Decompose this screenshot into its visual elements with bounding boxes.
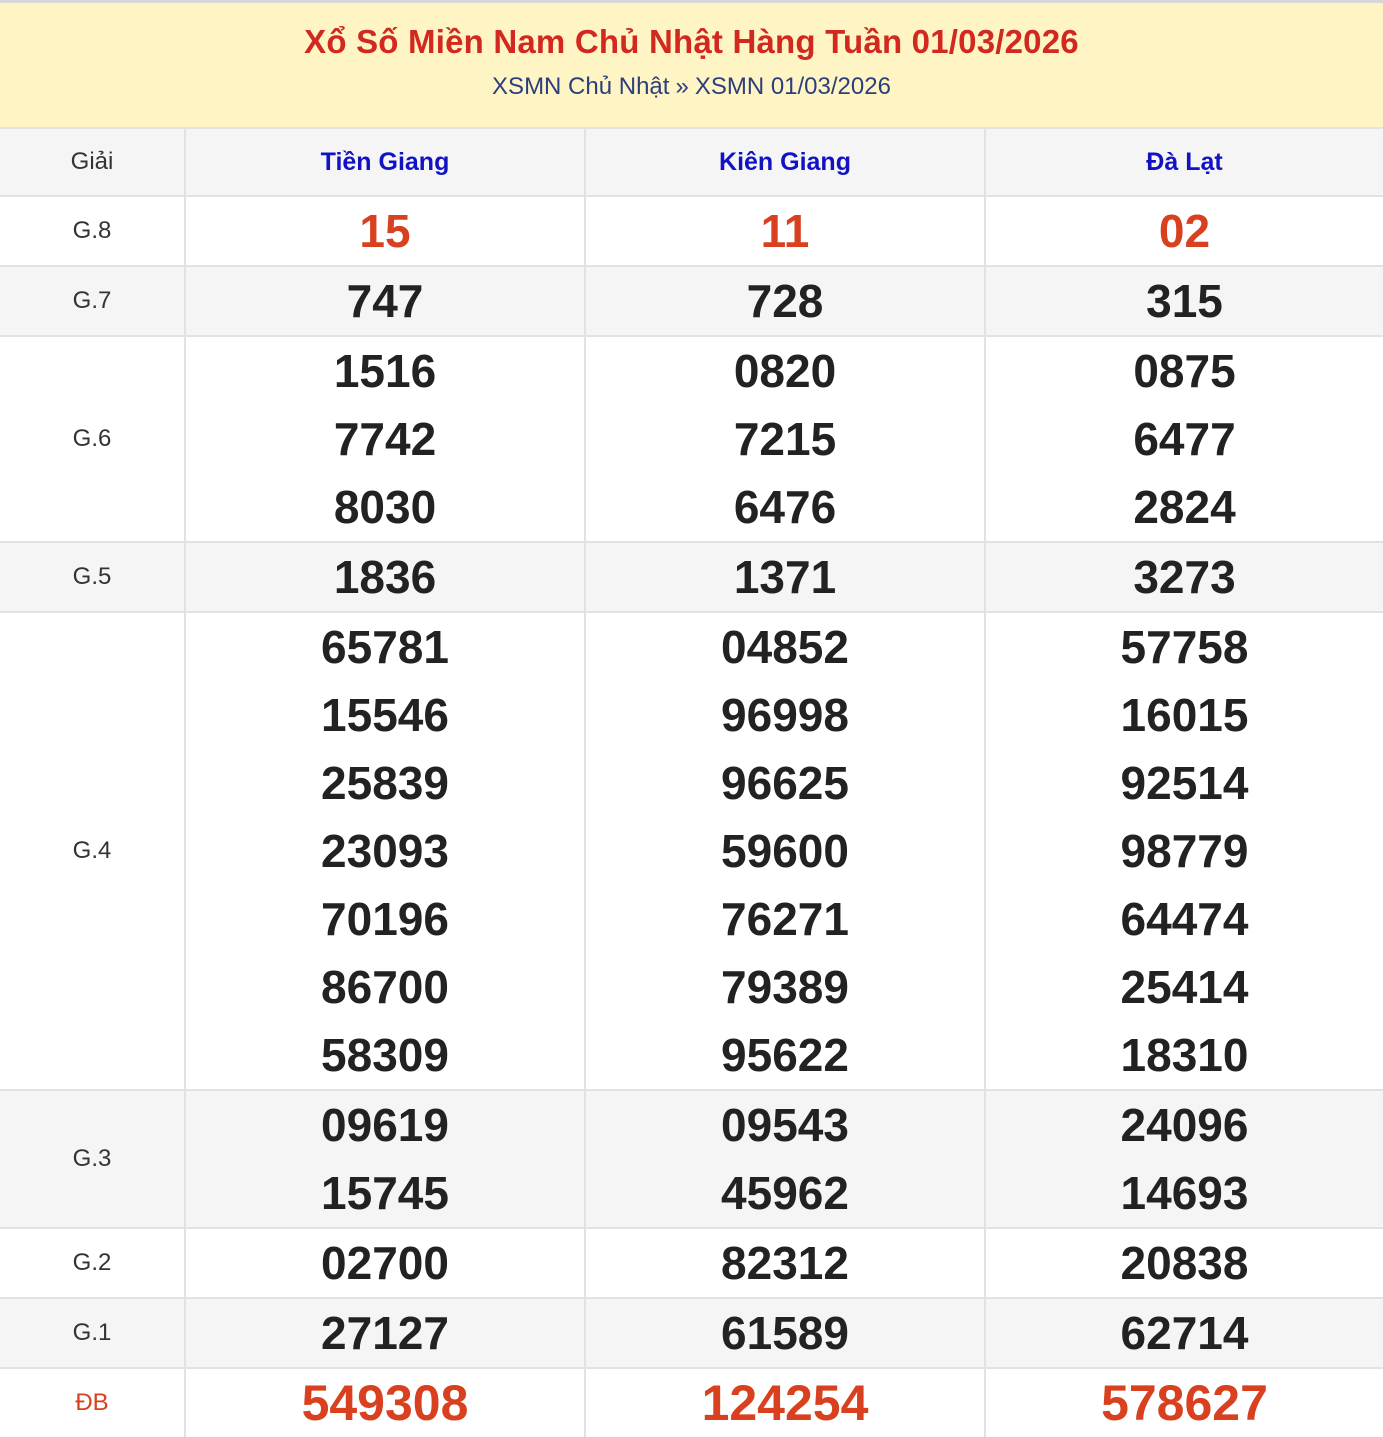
table-row [0,1368,1383,1437]
result-cell-da-lat [985,1368,1383,1437]
result-cell-da-lat [985,542,1383,612]
result-number: 64474 [1120,893,1249,945]
result-number: 0820 [733,345,837,397]
result-number: 15 [359,205,411,257]
result-cell-kien-giang [585,542,985,612]
result-cell-da-lat [985,266,1383,336]
result-cell-kien-giang [585,1228,985,1298]
table-row [0,542,1383,612]
result-number: 02700 [321,1237,449,1289]
result-number: 92514 [1120,757,1249,809]
result-cell-kien-giang [585,612,985,1090]
result-cell-da-lat [985,336,1383,542]
result-cell-tien-giang [185,266,585,336]
result-cell-da-lat [985,612,1383,1090]
result-cell-tien-giang [185,542,585,612]
result-number: 14693 [1120,1167,1249,1219]
column-header-prize: Giải [0,128,185,196]
result-number: 25414 [1120,961,1249,1013]
result-cell-kien-giang [585,196,985,266]
column-header-da-lat[interactable]: Đà Lạt [985,128,1383,196]
result-cell-tien-giang [185,1368,585,1437]
result-number: 24096 [1120,1099,1249,1151]
result-number: 728 [746,275,824,327]
result-cell-tien-giang [185,196,585,266]
prize-label: ĐB [0,1368,185,1437]
column-header-tien-giang[interactable]: Tiền Giang [185,128,585,196]
table-row [0,1228,1383,1298]
result-number: 57758 [1120,621,1249,673]
result-number: 1371 [733,551,837,603]
result-number: 98779 [1120,825,1249,877]
result-cell-da-lat [985,1228,1383,1298]
result-number: 11 [760,205,810,257]
result-number: 2824 [1133,481,1236,533]
prize-label: G.1 [0,1298,185,1368]
column-header-kien-giang[interactable]: Kiên Giang [585,128,985,196]
result-number: 747 [346,275,424,327]
result-number: 45962 [721,1167,849,1219]
table-row [0,196,1383,266]
result-cell-tien-giang [185,1298,585,1368]
result-cell-kien-giang [585,336,985,542]
result-number: 124254 [701,1375,869,1431]
result-number: 70196 [321,893,449,945]
breadcrumb [0,72,1383,102]
result-number: 7215 [733,413,837,465]
result-cell-kien-giang [585,1368,985,1437]
result-cell-kien-giang [585,1090,985,1228]
result-cell-tien-giang [185,1090,585,1228]
result-number: 96998 [721,689,849,741]
result-number: 578627 [1101,1375,1268,1431]
table-header-row [0,128,1383,196]
page-title: Xổ Số Miền Nam Chủ Nhật Hàng Tuần 01/03/2026 [304,23,1079,60]
result-cell-da-lat [985,1090,1383,1228]
result-number: 1836 [333,551,437,603]
result-cell-tien-giang [185,1228,585,1298]
prize-label: G.5 [0,542,185,612]
breadcrumb-link-xsmn-chu-nhat[interactable]: XSMN Chủ Nhật [492,73,670,100]
result-number: 0875 [1133,345,1236,397]
table-row [0,266,1383,336]
result-number: 15546 [321,689,449,741]
result-number: 09619 [321,1099,449,1151]
prize-label: G.2 [0,1228,185,1298]
result-number: 18310 [1120,1029,1249,1081]
prize-label: G.3 [0,1090,185,1228]
result-cell-da-lat [985,1298,1383,1368]
breadcrumb-link-xsmn-date[interactable]: XSMN 01/03/2026 [694,73,891,100]
table-row [0,1298,1383,1368]
result-number: 20838 [1120,1237,1249,1289]
table-row [0,336,1383,542]
table-row [0,1090,1383,1228]
prize-label: G.4 [0,612,185,1090]
result-number: 79389 [721,961,849,1013]
result-number: 59600 [721,825,849,877]
result-number: 04852 [721,621,849,673]
result-number: 6477 [1133,413,1236,465]
prize-label: G.7 [0,266,185,336]
results-header [0,0,1383,127]
result-number: 15745 [321,1167,449,1219]
result-number: 3273 [1133,551,1236,603]
result-number: 549308 [301,1375,469,1431]
result-cell-tien-giang [185,612,585,1090]
result-number: 23093 [321,825,449,877]
result-number: 82312 [721,1237,849,1289]
result-cell-da-lat [985,196,1383,266]
result-number: 58309 [321,1029,449,1081]
result-number: 96625 [721,757,849,809]
result-cell-tien-giang [185,336,585,542]
result-number: 6476 [733,481,837,533]
result-number: 02 [1158,205,1211,257]
table-row [0,612,1383,1090]
result-number: 8030 [333,481,437,533]
result-number: 7742 [333,413,437,465]
result-cell-kien-giang [585,266,985,336]
result-number: 62714 [1120,1307,1249,1359]
lottery-results-table [0,127,1383,1437]
result-number: 61589 [721,1307,849,1359]
result-number: 76271 [721,893,849,945]
result-number: 95622 [721,1029,849,1081]
result-number: 25839 [321,757,449,809]
prize-label: G.8 [0,196,185,266]
breadcrumb-separator: » [675,73,689,100]
result-number: 09543 [721,1099,849,1151]
result-number: 65781 [321,621,449,673]
result-number: 16015 [1120,689,1249,741]
result-number: 315 [1146,275,1223,327]
result-cell-kien-giang [585,1298,985,1368]
result-number: 27127 [321,1307,449,1359]
prize-label: G.6 [0,336,185,542]
result-number: 86700 [321,961,449,1013]
result-number: 1516 [333,345,437,397]
